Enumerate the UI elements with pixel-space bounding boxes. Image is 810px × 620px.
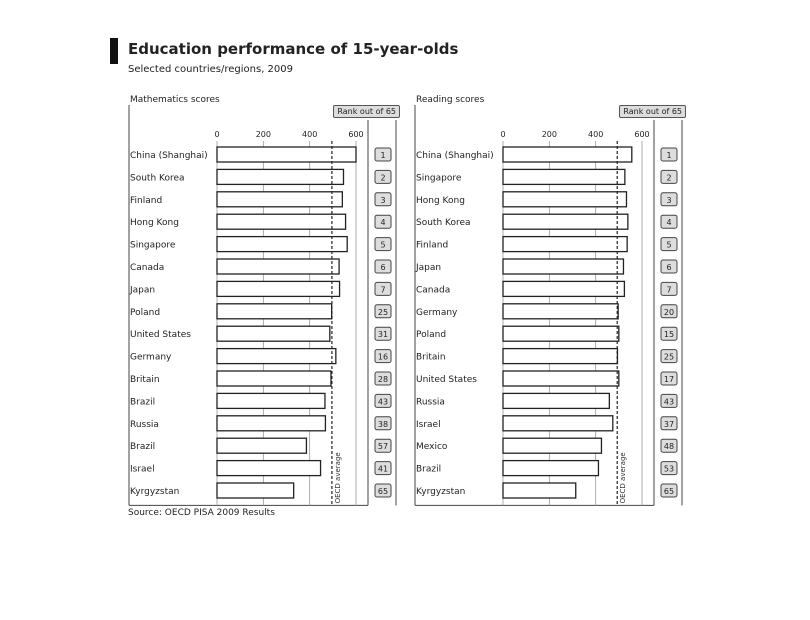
reading-country-label: Japan	[416, 263, 442, 273]
reading-country-label: United States	[416, 375, 477, 385]
chart-subtitle: Selected countries/regions, 2009	[128, 64, 294, 75]
reading-country-label: Kyrgyzstan	[416, 487, 466, 497]
reading-rank-number: 48	[663, 442, 675, 452]
reading-country-label: Poland	[416, 330, 447, 341]
reading-rank-number: 65	[663, 487, 675, 496]
math-bar	[217, 169, 343, 184]
math-bar	[217, 214, 346, 229]
math-tick-label: 200	[255, 130, 271, 139]
math-rank-number: 3	[380, 195, 386, 205]
math-country-label: Brazil	[130, 442, 156, 453]
math-country-label: Kyrgyzstan	[130, 487, 180, 497]
reading-bar	[503, 304, 618, 319]
reading-panel-title: Reading scores	[416, 95, 485, 105]
math-bar	[217, 349, 336, 364]
reading-tick-label: 200	[541, 130, 557, 139]
math-bar	[217, 147, 356, 162]
reading-rank-number: 53	[663, 464, 675, 474]
math-bar	[217, 259, 339, 274]
math-bar	[217, 237, 347, 252]
math-bar	[217, 416, 325, 431]
math-country-label: Japan	[130, 285, 156, 296]
math-country-label: South Korea	[130, 173, 185, 184]
math-bar	[217, 281, 340, 296]
reading-country-label: Mexico	[416, 442, 448, 453]
reading-country-label: South Korea	[416, 218, 471, 229]
reading-rank-number: 5	[666, 240, 672, 250]
reading-rank-number: 2	[666, 173, 672, 183]
reading-bar	[503, 281, 624, 296]
math-bar	[217, 192, 342, 207]
math-bar	[217, 483, 294, 498]
reading-country-label: Singapore	[416, 173, 462, 184]
math-country-label: China (Shanghai)	[130, 151, 208, 161]
reading-panel	[414, 95, 686, 504]
reading-rank-number: 17	[663, 375, 675, 384]
math-rank-number: 38	[377, 419, 389, 429]
math-country-label: Poland	[130, 307, 161, 318]
title-marker	[110, 38, 118, 64]
math-rank-number: 2	[380, 173, 386, 183]
math-country-label: Brazil	[130, 397, 156, 408]
reading-tick-label: 0	[500, 130, 506, 139]
reading-rank-number: 1	[666, 151, 672, 160]
math-rank-header: Rank out of 65	[333, 105, 400, 118]
reading-rank-number: 7	[666, 285, 672, 295]
math-rank-number: 65	[377, 487, 389, 496]
math-bar	[217, 461, 321, 476]
reading-country-label: Brazil	[416, 464, 442, 475]
math-rank-number: 43	[377, 397, 389, 407]
math-tick-label: 400	[302, 130, 318, 139]
reading-bar	[503, 237, 627, 252]
chart-title: Education performance of 15-year-olds	[128, 40, 459, 58]
reading-bar	[503, 326, 619, 341]
reading-tick-label: 600	[634, 130, 650, 139]
reading-country-label: Finland	[416, 240, 449, 251]
reading-country-label: Russia	[416, 397, 445, 408]
reading-rank-number: 20	[663, 307, 675, 317]
reading-rank-number: 37	[663, 419, 675, 429]
math-chart	[128, 95, 400, 504]
math-country-label: Russia	[130, 419, 159, 430]
reading-avg-label: OECD average	[619, 452, 628, 504]
math-country-label: Singapore	[130, 240, 176, 251]
math-rank-number: 31	[377, 330, 389, 340]
math-rank-number: 41	[377, 464, 389, 474]
reading-bar	[503, 461, 598, 476]
math-country-label: Canada	[130, 263, 165, 273]
math-bar	[217, 393, 325, 408]
math-bar	[217, 438, 306, 453]
reading-bar	[503, 483, 576, 498]
reading-tick-label: 400	[588, 130, 604, 139]
reading-bar	[503, 147, 632, 162]
math-bar	[217, 326, 330, 341]
reading-rank-number: 25	[663, 352, 675, 362]
math-rank-number: 1	[380, 151, 386, 160]
math-rank-number: 25	[377, 307, 389, 317]
math-country-label: Finland	[130, 195, 163, 206]
math-tick-label: 600	[348, 130, 364, 139]
math-avg-label: OECD average	[333, 452, 342, 504]
reading-bar	[503, 349, 617, 364]
reading-rank-number: 6	[666, 263, 672, 272]
reading-country-label: Canada	[416, 285, 451, 296]
math-rank-number: 5	[380, 240, 386, 250]
math-rank-number: 6	[380, 263, 386, 272]
math-country-label: Israel	[130, 464, 155, 475]
reading-bar	[503, 416, 613, 431]
math-rank-number: 7	[380, 285, 386, 295]
math-rank-number: 57	[377, 442, 389, 452]
reading-bar	[503, 371, 619, 386]
math-rank-number: 28	[377, 375, 389, 384]
reading-bar	[503, 214, 628, 229]
math-panel-title: Mathematics scores	[130, 95, 220, 105]
math-country-label: United States	[130, 330, 191, 341]
reading-rank-number: 4	[666, 218, 672, 228]
math-tick-label: 0	[214, 130, 220, 139]
reading-rank-number: 43	[663, 397, 675, 407]
reading-bar	[503, 259, 623, 274]
reading-bar	[503, 438, 601, 453]
reading-country-label: Israel	[416, 419, 441, 430]
reading-country-label: Hong Kong	[416, 195, 465, 206]
reading-bar	[503, 169, 625, 184]
reading-country-label: Britain	[416, 352, 446, 363]
math-country-label: Germany	[130, 352, 172, 363]
math-panel	[128, 95, 400, 504]
reading-rank-header: Rank out of 65	[619, 105, 686, 118]
math-bar	[217, 371, 331, 386]
reading-rank-number: 3	[666, 195, 672, 205]
reading-bar	[503, 393, 609, 408]
reading-country-label: China (Shanghai)	[416, 151, 494, 161]
math-rank-number: 16	[377, 352, 389, 362]
reading-bar	[503, 192, 626, 207]
math-bar	[217, 304, 332, 319]
math-country-label: Hong Kong	[130, 218, 179, 229]
reading-rank-number: 15	[663, 330, 675, 340]
reading-country-label: Germany	[416, 307, 458, 318]
math-country-label: Britain	[130, 375, 160, 385]
reading-chart	[414, 95, 686, 504]
math-rank-number: 4	[380, 218, 386, 228]
source-note: Source: OECD PISA 2009 Results	[128, 508, 275, 518]
